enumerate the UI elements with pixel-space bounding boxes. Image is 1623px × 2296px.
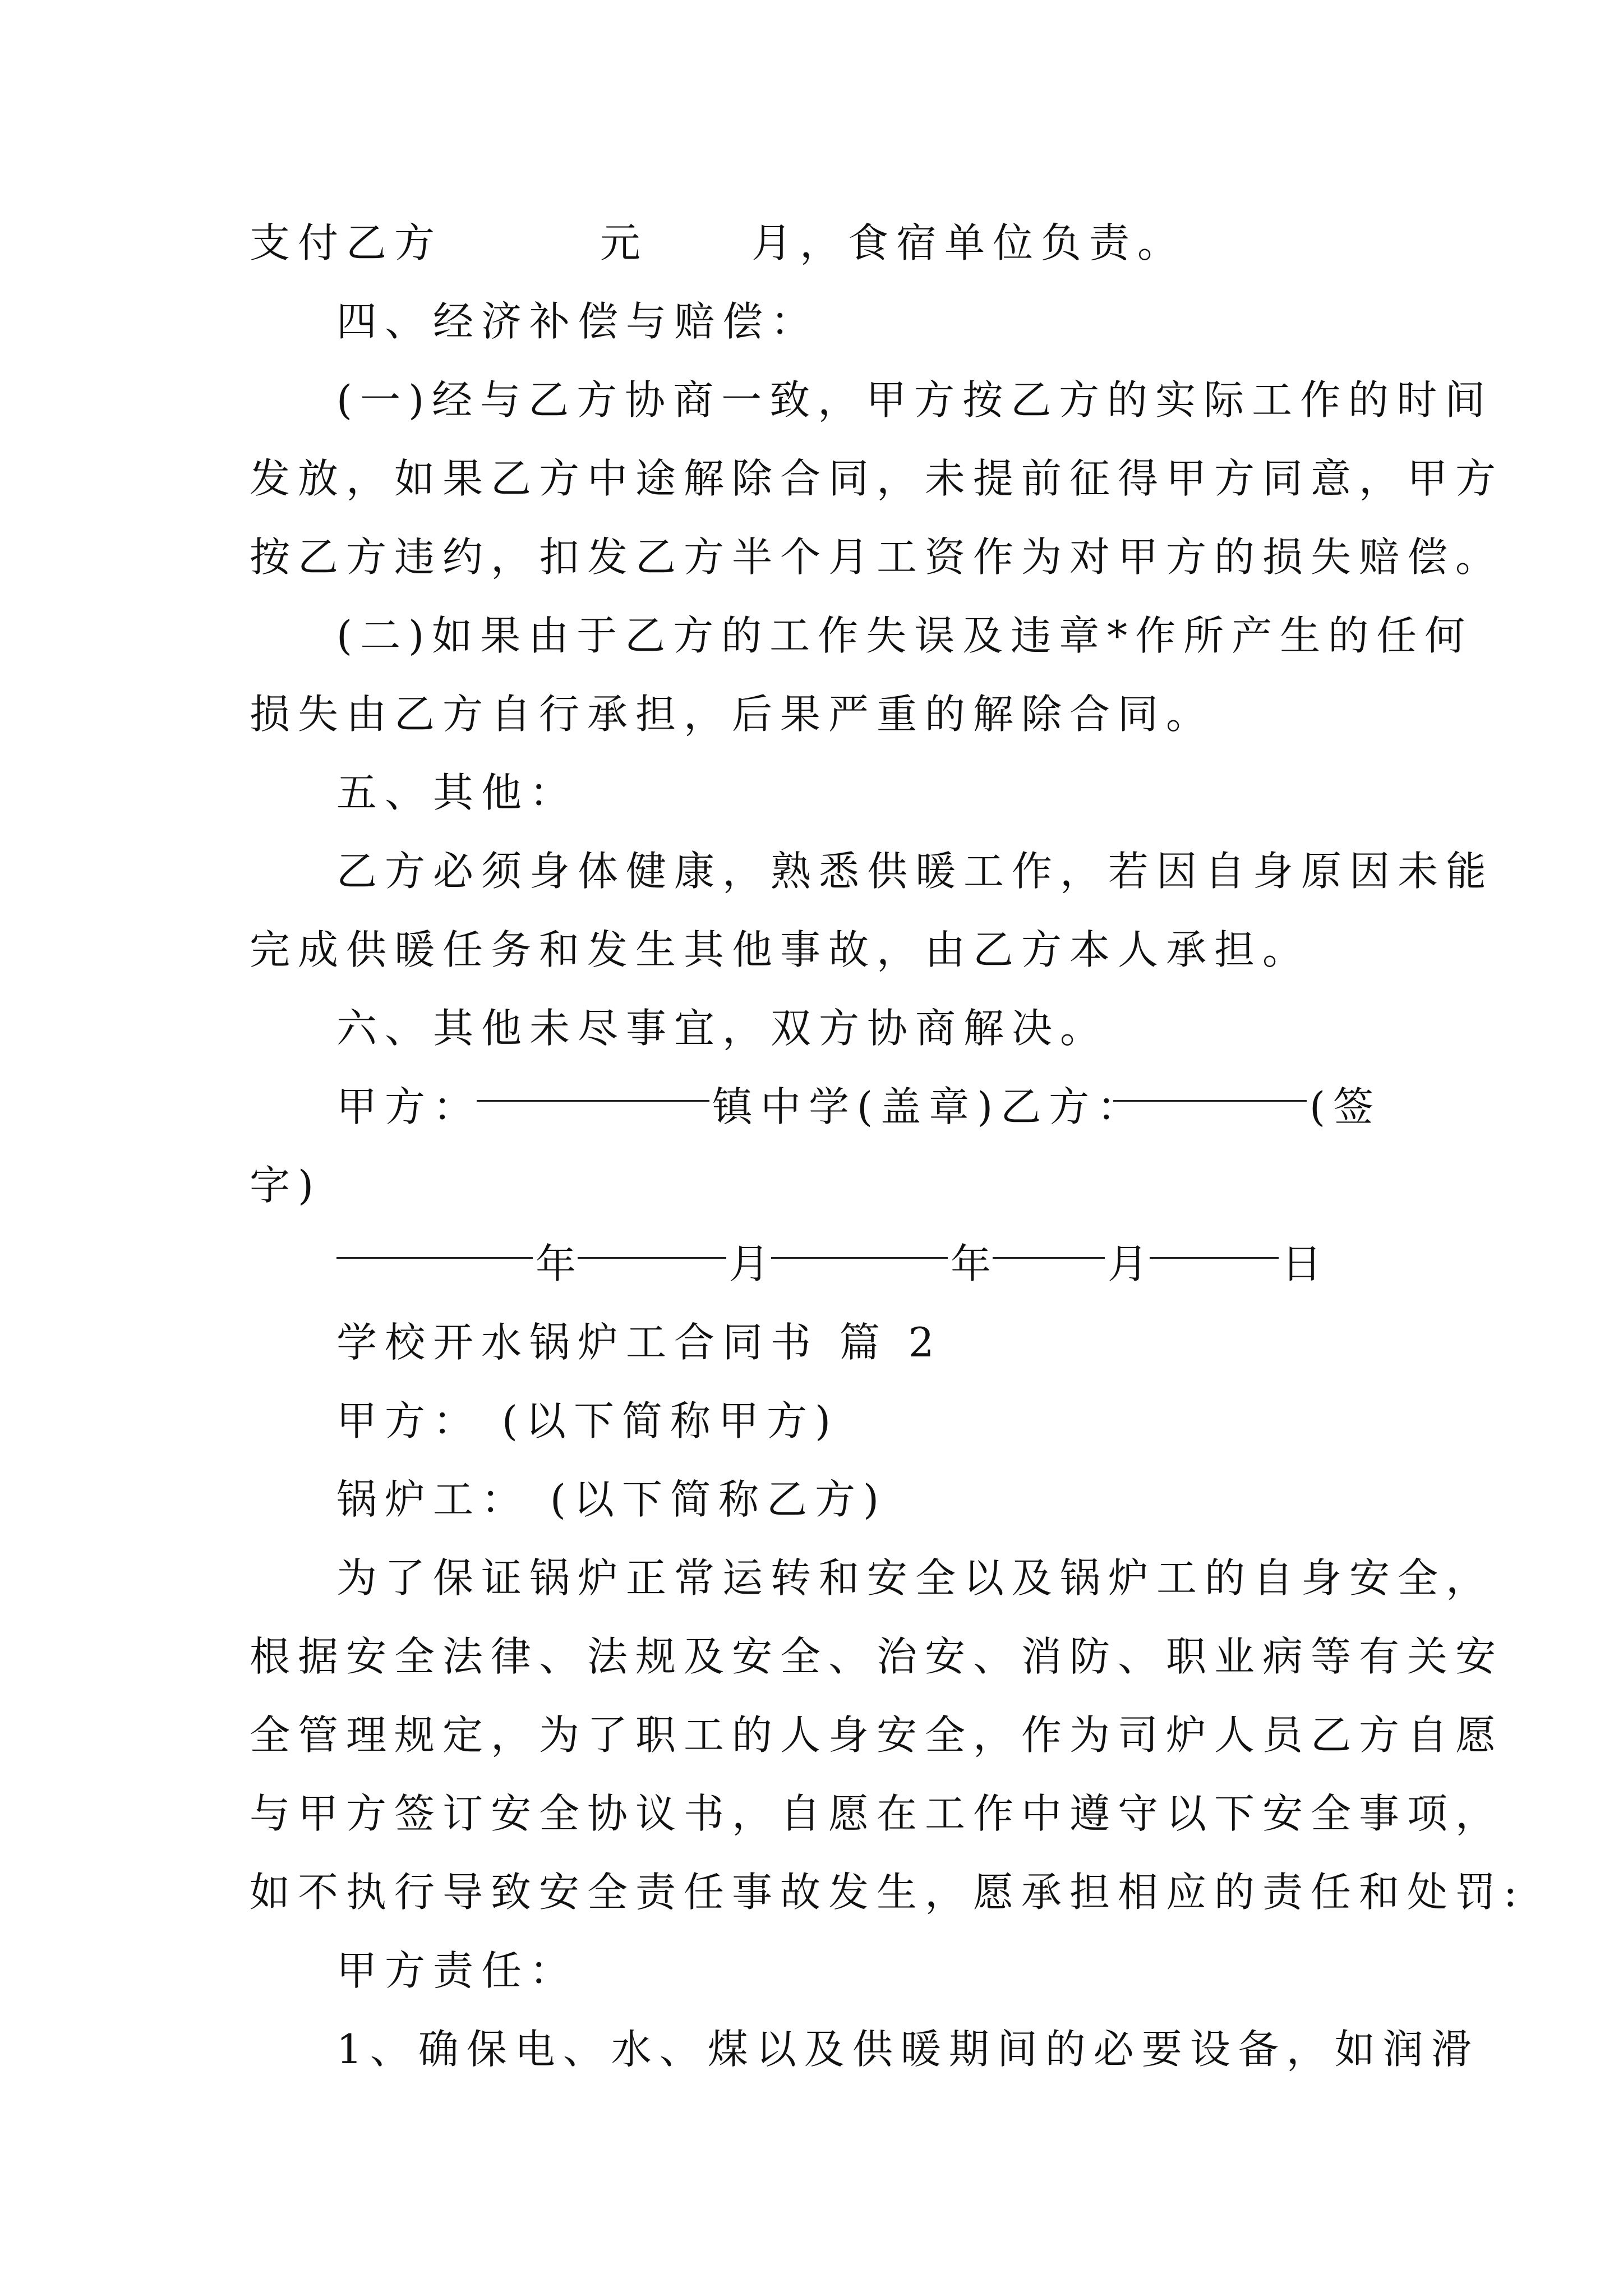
text-line — [0, 361, 1623, 439]
party-a-seal-text: 镇中学(盖章)乙方： — [712, 1083, 1146, 1130]
paragraph-text: 全管理规定，为了职工的人身安全，作为司炉人员乙方自愿 — [250, 1711, 1504, 1759]
paragraph-text: 按乙方违约，扣发乙方半个月工资作为对甲方的损失赔偿。 — [250, 533, 1504, 581]
heading-text: 五、其他： — [336, 769, 578, 816]
date-day-label: 日 — [1281, 1240, 1330, 1287]
paragraph-text: 1、确保电、水、煤以及供暖期间的必要设备，如润滑 — [336, 2026, 1479, 2073]
date-year-label: 年 — [951, 1240, 999, 1287]
fill-in-blank — [993, 1222, 1105, 1259]
contract-title — [0, 1303, 1623, 1382]
paragraph-text: 根据安全法律、法规及安全、治安、消防、职业病等有关安 — [250, 1633, 1504, 1680]
paragraph-text: (一)经与乙方协商一致，甲方按乙方的实际工作的时间 — [336, 376, 1493, 424]
text-line — [0, 2010, 1623, 2088]
date-line — [0, 1225, 1623, 1303]
signature-line — [0, 1068, 1623, 1146]
text-line — [0, 1696, 1623, 1774]
date-month-label: 月 — [1108, 1240, 1156, 1287]
text-line — [0, 675, 1623, 753]
fill-in-blank — [1150, 1222, 1279, 1259]
text-fragment: 元 — [600, 219, 649, 266]
paragraph-text: 为了保证锅炉正常运转和安全以及锅炉工的自身安全， — [336, 1554, 1495, 1602]
section-heading — [0, 282, 1623, 361]
text-line — [0, 596, 1623, 675]
heading-text: 甲方责任： — [336, 1947, 578, 1994]
party-a-definition: 甲方： (以下简称甲方) — [336, 1397, 839, 1444]
signature-note: (签 — [1310, 1083, 1382, 1130]
paragraph-text: 发放，如果乙方中途解除合同，未提前征得甲方同意，甲方 — [250, 455, 1504, 502]
text-line — [0, 1146, 1623, 1225]
heading-text: 四、经济补偿与赔偿： — [336, 298, 819, 345]
signature-note-cont: 字) — [250, 1162, 322, 1209]
paragraph-text: 损失由乙方自行承担，后果严重的解除合同。 — [250, 691, 1215, 738]
text-fragment: 支付乙方 — [250, 219, 443, 266]
paragraph-text: 如不执行导致安全责任事故发生，愿承担相应的责任和处罚: — [250, 1869, 1525, 1916]
text-line — [0, 1539, 1623, 1617]
text-line — [0, 910, 1623, 989]
section-heading — [0, 1931, 1623, 2010]
text-line — [0, 518, 1623, 596]
fill-in-blank — [771, 1222, 948, 1259]
party-line — [0, 1460, 1623, 1539]
fill-in-blank — [578, 1222, 726, 1259]
date-year-label: 年 — [536, 1240, 584, 1287]
text-line — [0, 1617, 1623, 1696]
text-line — [0, 832, 1623, 910]
paragraph-text: 乙方必须身体健康，熟悉供暖工作，若因自身原因未能 — [336, 848, 1495, 895]
party-a-label: 甲方： — [336, 1083, 482, 1130]
paragraph-text: (二)如果由于乙方的工作失误及违章*作所产生的任何 — [336, 612, 1473, 659]
section-heading — [0, 753, 1623, 832]
text-line — [0, 439, 1623, 518]
text-line-1 — [0, 204, 1623, 282]
party-b-definition: 锅炉工： (以下简称乙方) — [336, 1476, 887, 1523]
fill-in-blank — [336, 1222, 533, 1259]
text-line — [0, 1774, 1623, 1853]
date-month-label: 月 — [729, 1240, 778, 1287]
section-heading — [0, 989, 1623, 1068]
paragraph-text: 完成供暖任务和发生其他事故，由乙方本人承担。 — [250, 926, 1311, 973]
paragraph-text: 与甲方签订安全协议书，自愿在工作中遵守以下安全事项， — [250, 1790, 1504, 1837]
text-fragment: 月，食宿单位负责。 — [751, 219, 1186, 266]
fill-in-blank — [1113, 1065, 1307, 1102]
title-text: 学校开水锅炉工合同书 篇 2 — [336, 1319, 942, 1366]
text-line — [0, 1853, 1623, 1931]
fill-in-blank — [477, 1065, 709, 1102]
party-line — [0, 1382, 1623, 1460]
heading-text: 六、其他未尽事宜，双方协商解决。 — [336, 1005, 1109, 1052]
